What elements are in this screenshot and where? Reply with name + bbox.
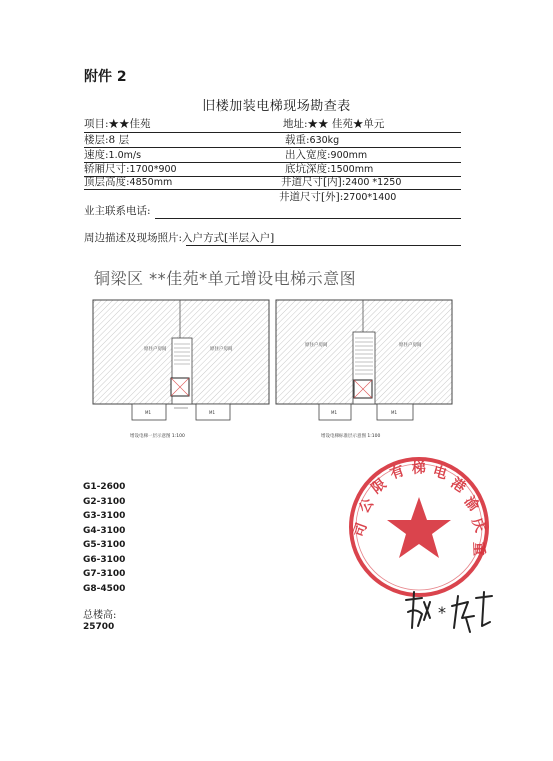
svg-text:渝: 渝 — [460, 493, 483, 515]
floor-heights-list — [83, 480, 125, 596]
floor-height-item: G2-3100 — [83, 496, 126, 507]
shaft-inner-value: 2400 *1250 — [345, 177, 402, 188]
divider — [155, 218, 461, 219]
room-label: 原住户房间 — [210, 347, 233, 352]
room-label: 原住户房间 — [144, 347, 167, 352]
svg-text:公: 公 — [356, 495, 378, 517]
field-address: 地址:★★ 佳苑★单元 — [283, 118, 385, 130]
door-width-value: 900mm — [330, 150, 368, 161]
door-label: M1 — [331, 410, 337, 415]
field-floors: 楼层:8 层 — [84, 134, 130, 146]
floor-height-item: G8-4500 — [83, 583, 126, 594]
plan-caption: 增设电梯一层示意图 1:100 — [130, 434, 185, 439]
handwritten-signature — [400, 588, 500, 634]
total-height-label: 总楼高: — [83, 610, 117, 621]
divider — [84, 132, 461, 133]
field-door-width: 出入宽度:900mm — [285, 149, 368, 161]
field-top-height: 顶层高度:4850mm — [84, 176, 173, 188]
door-label: M1 — [145, 410, 151, 415]
field-car-size: 轿厢尺寸:1700*900 — [84, 163, 177, 175]
svg-text:司: 司 — [350, 520, 371, 540]
field-speed: 速度:1.0m/s — [84, 149, 142, 161]
company-seal — [344, 452, 494, 602]
car-size-value: 1700*900 — [129, 164, 177, 175]
room-label: 原住户房间 — [399, 343, 422, 348]
load-value: 630kg — [309, 135, 340, 146]
field-owner-phone: 业主联系电话: — [84, 205, 151, 217]
field-project: 项目:★★佳苑 — [84, 118, 151, 130]
field-shaft-outer: 井道尺寸[外]:2700*1400 — [279, 191, 397, 203]
shaft-outer-value: 2700*1400 — [343, 192, 397, 203]
floor-height-item: G6-3100 — [83, 554, 126, 565]
divider — [84, 147, 461, 148]
plan-standard-floor — [275, 298, 453, 440]
svg-text:梯: 梯 — [411, 460, 427, 477]
plan-ground-floor — [92, 298, 270, 440]
door-label: M1 — [391, 410, 397, 415]
plan-caption: 增设电梯标准层示意图 1:100 — [321, 434, 381, 439]
floors-value: 8 层 — [108, 134, 130, 146]
svg-text:重: 重 — [470, 541, 487, 557]
star-icon — [387, 497, 451, 558]
door-label: M1 — [209, 410, 215, 415]
field-load: 载重:630kg — [285, 134, 340, 146]
diagram-title: 铜梁区 **佳苑*单元增设电梯示意图 — [94, 269, 357, 288]
floor-height-item: G3-3100 — [83, 511, 126, 521]
attachment-label: 附件 2 — [84, 69, 127, 85]
field-pit-depth: 底坑深度:1500mm — [285, 163, 374, 175]
floor-height-item: G1-2600 — [83, 482, 126, 492]
svg-text:有: 有 — [387, 462, 407, 483]
pit-depth-value: 1500mm — [330, 164, 374, 175]
svg-text:*: * — [438, 603, 446, 622]
divider — [84, 189, 461, 190]
field-shaft-inner: 井道尺寸[内]:2400 *1250 — [281, 176, 402, 188]
total-height-value: 25700 — [83, 622, 115, 632]
floor-height-item: G5-3100 — [83, 540, 126, 550]
svg-text:港: 港 — [447, 475, 469, 497]
field-surroundings: 周边描述及现场照片:入户方式[半层入户] — [84, 232, 275, 244]
room-label: 原住户房间 — [305, 343, 328, 348]
svg-text:庆: 庆 — [468, 515, 489, 535]
top-height-value: 4850mm — [129, 177, 173, 188]
document-title: 旧楼加装电梯现场勘查表 — [202, 99, 351, 114]
project-value: ★★佳苑 — [108, 118, 151, 130]
svg-text:电: 电 — [430, 463, 449, 483]
floor-height-item: G4-3100 — [83, 525, 126, 536]
svg-text:限: 限 — [368, 475, 390, 498]
floor-height-item: G7-3100 — [83, 569, 126, 579]
divider — [186, 245, 461, 246]
address-value: ★★ 佳苑★单元 — [307, 118, 385, 130]
surroundings-value: 入户方式[半层入户] — [182, 232, 275, 244]
speed-value: 1.0m/s — [108, 150, 142, 161]
